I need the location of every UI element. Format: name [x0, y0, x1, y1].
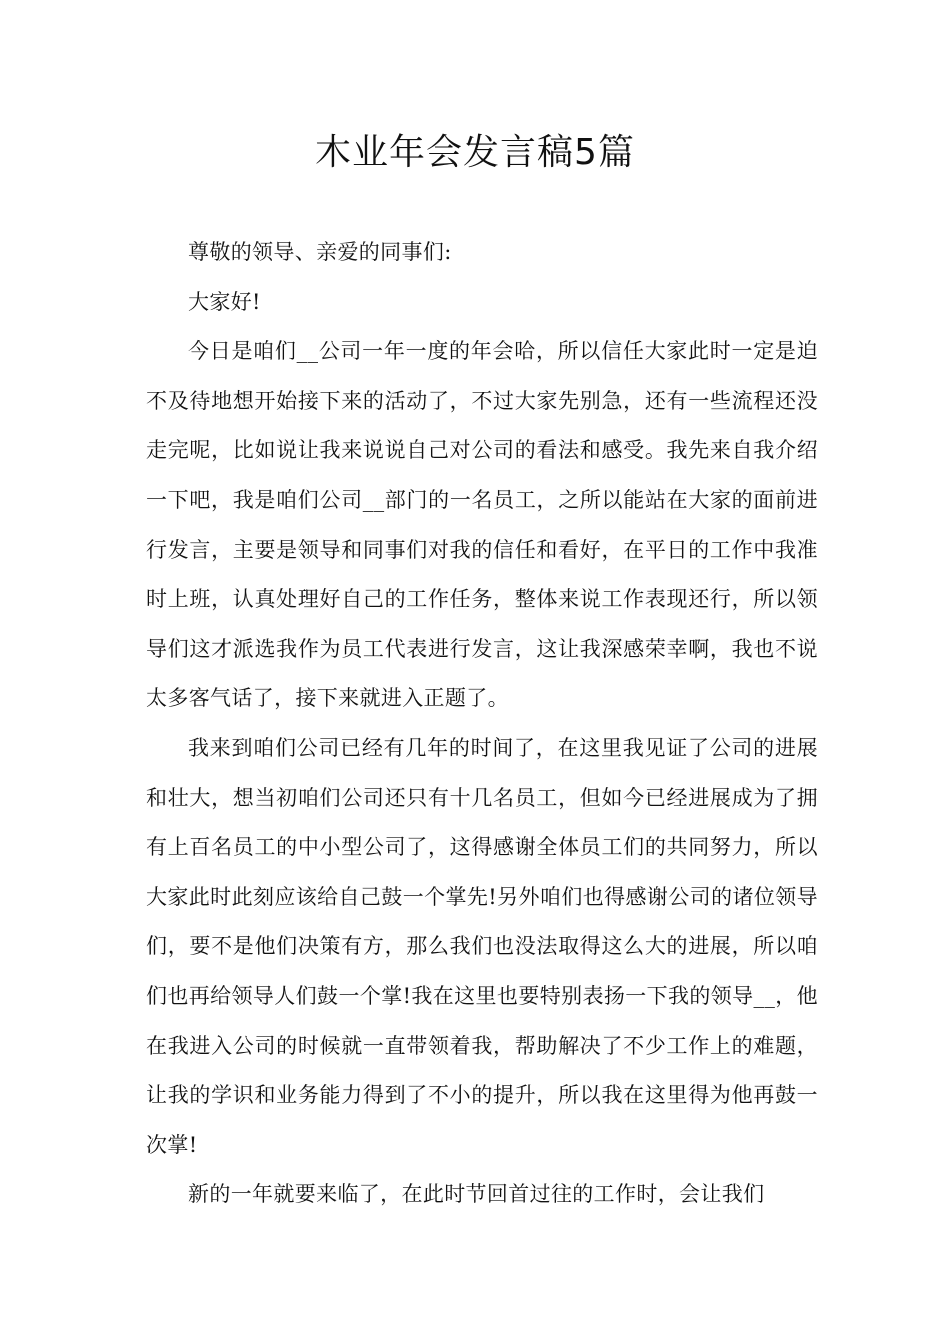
paragraph-greeting: 大家好! — [188, 289, 261, 314]
paragraph-salutation: 尊敬的领导、亲爱的同事们: — [188, 240, 452, 264]
document-title: 木业年会发言稿5篇 — [315, 132, 635, 173]
paragraph-new-year: 新的一年就要来临了，在此时节回首过往的工作时，会让我们 — [188, 1182, 765, 1207]
paragraph-company-growth: 我来到咱们公司已经有几年的时间了，在这里我见证了公司的进展和壮大，想当初咱们公司还只有十几名员工，但如今已经进展成为了拥有上百名员工的中小型公司了，这得感谢全体员工们的共同努力，所以大家此时此刻应该给自己鼓一个掌先!另外咱们也得感谢公司的诸位领导们，要不是他们决策有方，那么我们也没法取得这么大的进展，所以咱们也再给领导人们鼓一个掌!我在这里也要特别表扬一下我的领导__，他在我进入公司的时候就一直带领着我，帮助解决了不少工作上的难题，让我的学识和业务能力得到了不小的提升，所以我在这里得为他再鼓一次掌! — [146, 735, 818, 1157]
document-body — [146, 228, 818, 1220]
paragraph-introduction: 今日是咱们__公司一年一度的年会哈，所以信任大家此时一定是迫不及待地想开始接下来的活动了，不过大家先别急，还有一些流程还没走完呢，比如说让我来说说自己对公司的看法和感受。我先来自我介绍一下吧，我是咱们公司__部门的一名员工，之所以能站在大家的面前进行发言，主要是领导和同事们对我的信任和看好，在平日的工作中我准时上班，认真处理好自己的工作任务，整体来说工作表现还行，所以领导们这才派选我作为员工代表进行发言，这让我深感荣幸啊，我也不说太多客气话了，接下来就进入正题了。 — [146, 339, 818, 711]
